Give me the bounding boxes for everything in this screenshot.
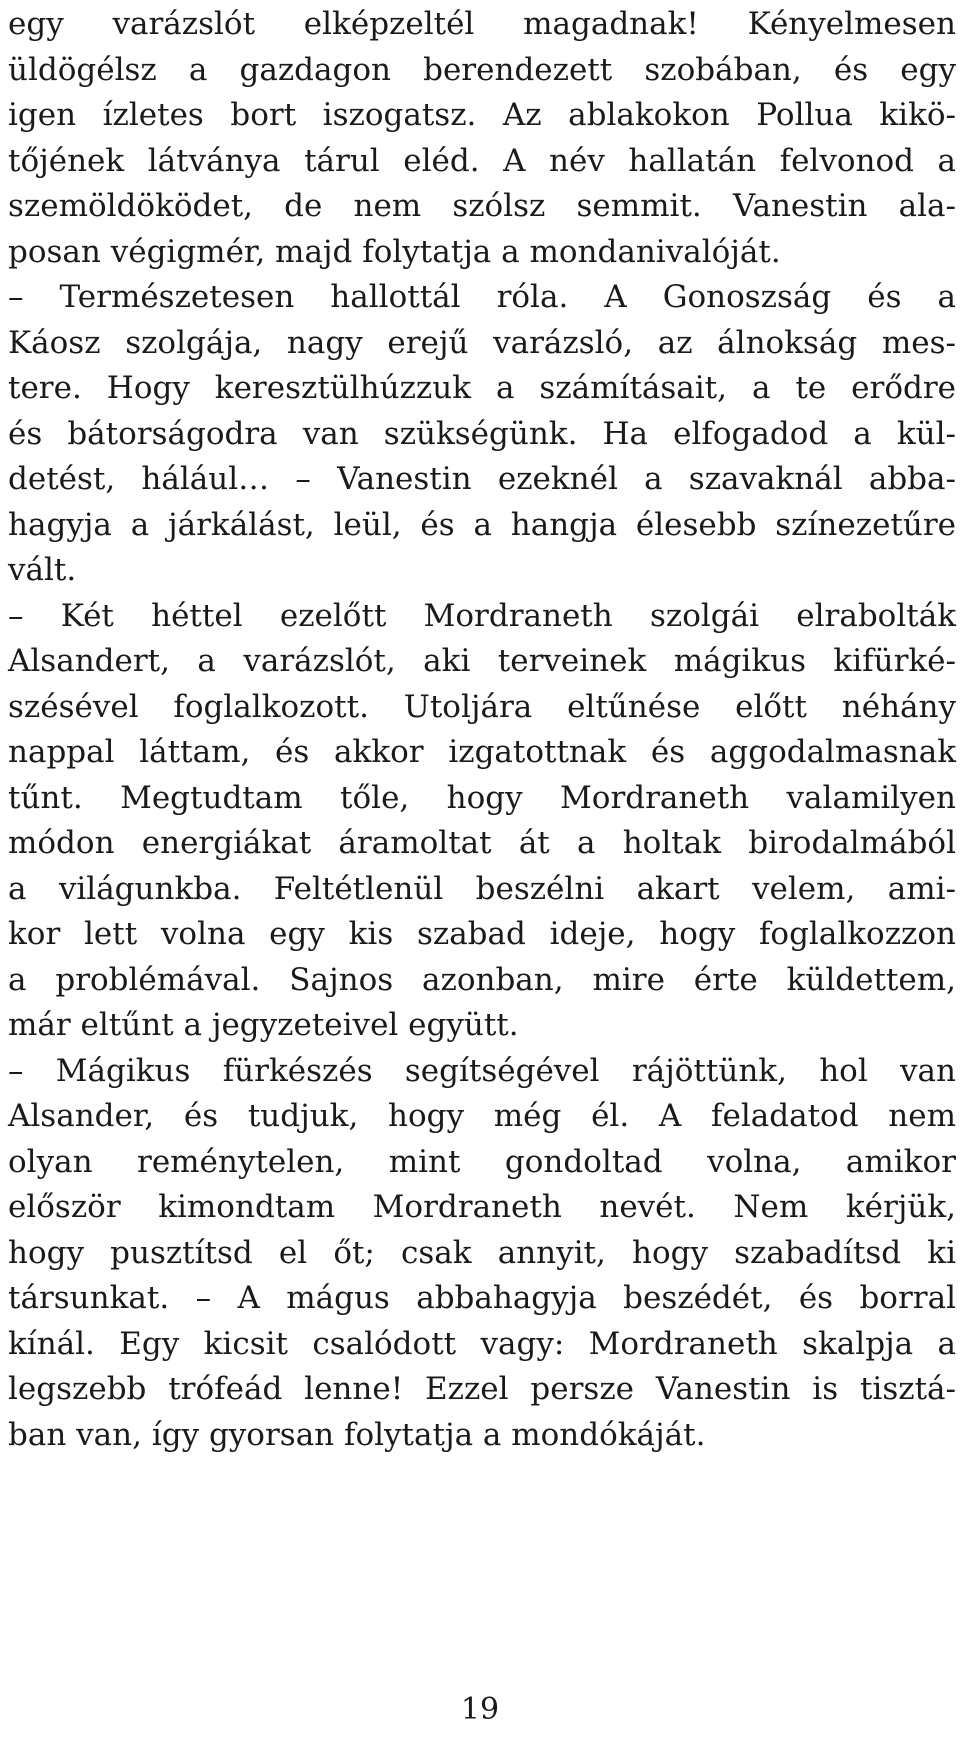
text-line: már eltűnt a jegyzeteivel együtt. [8, 1007, 519, 1043]
text-line: először kimondtam Mordraneth nevét. Nem kérjük, [8, 1189, 956, 1225]
text-line: kínál. Egy kicsit csalódott vagy: Mordraneth skalpja a [8, 1325, 956, 1362]
page-number: 19 [460, 1692, 500, 1727]
text-line: módon energiákat áramoltat át a holtak birodalmából [8, 825, 956, 861]
text-line: szemöldöködet, de nem szólsz semmit. Vanestin ala- [8, 188, 956, 224]
text-line: vált. [8, 552, 77, 588]
text-line: tere. Hogy keresztülhúzzuk a számításait, a te erődre [8, 370, 956, 406]
body-text [8, 2, 956, 1458]
text-line: üldögélsz a gazdagon berendezett szobában, és egy [8, 51, 956, 88]
text-line: tőjének látványa tárul eléd. A név hallatán felvonod a [8, 142, 956, 179]
text-line: a problémával. Sajnos azonban, mire érte küldettem, [8, 961, 956, 998]
text-line: Alsander, és tudjuk, hogy még él. A feladatod nem [8, 1098, 956, 1134]
text-line: legszebb trófeád lenne! Ezzel persze Vanestin is tisztá- [8, 1371, 956, 1407]
text-line: Káosz szolgája, nagy erejű varázsló, az álnokság mes- [8, 324, 956, 361]
text-line: társunkat. – A mágus abbahagyja beszédét, és borral [8, 1280, 956, 1316]
text-line: – Természetesen hallottál róla. A Gonoszság és a [8, 279, 956, 315]
text-line: egy varázslót elképzeltél magadnak! Kényelmesen [8, 6, 956, 42]
text-line: hogy pusztítsd el őt; csak annyit, hogy szabadítsd ki [8, 1234, 956, 1271]
text-line: hagyja a járkálást, leül, és a hangja élesebb színezetűre [8, 506, 956, 543]
text-line: Alsandert, a varázslót, aki terveinek mágikus kifürké- [8, 643, 956, 679]
text-line: igen ízletes bort iszogatsz. Az ablakokon Pollua kikö- [8, 97, 956, 133]
text-line: – Két héttel ezelőtt Mordraneth szolgái elrabolták [8, 597, 956, 634]
text-line: és bátorságodra van szükségünk. Ha elfogadod a kül- [8, 415, 956, 452]
text-line: – Mágikus fürkészés segítségével rájöttünk, hol van [8, 1052, 956, 1089]
text-line: szésével foglalkozott. Utoljára eltűnése előtt néhány [8, 688, 956, 725]
text-line: nappal láttam, és akkor izgatottnak és aggodalmasnak [8, 734, 956, 770]
text-line: olyan reménytelen, mint gondoltad volna, amikor [8, 1143, 956, 1180]
text-line: kor lett volna egy kis szabad ideje, hogy foglalkozzon [8, 916, 956, 952]
text-line: a világunkba. Feltétlenül beszélni akart velem, ami- [8, 870, 956, 907]
text-line: ban van, így gyorsan folytatja a mondókáját. [8, 1416, 706, 1453]
text-line: detést, hálául… – Vanestin ezeknél a szavaknál abba- [8, 461, 956, 497]
text-line: tűnt. Megtudtam tőle, hogy Mordraneth valamilyen [8, 779, 956, 816]
text-line: posan végigmér, majd folytatja a mondanivalóját. [8, 233, 781, 270]
